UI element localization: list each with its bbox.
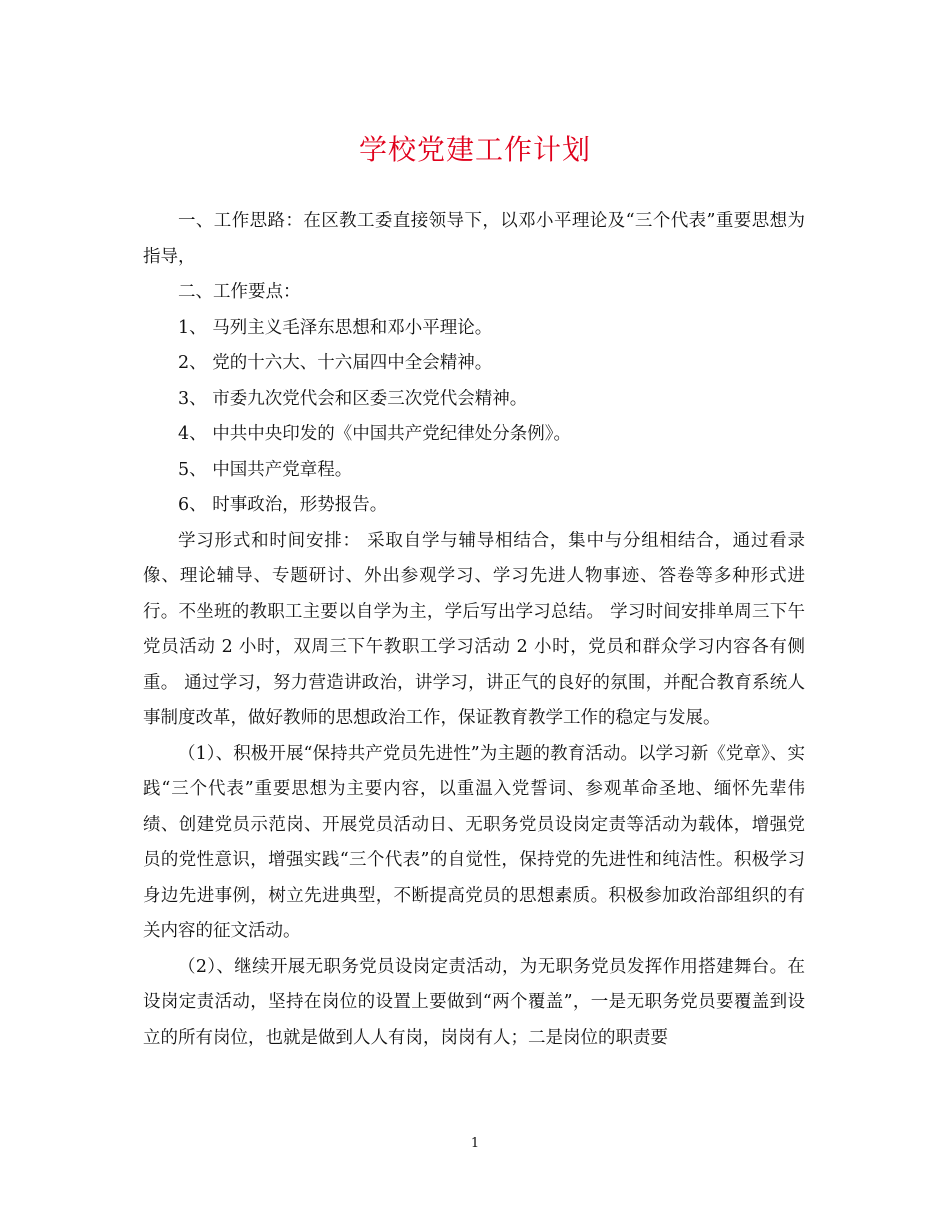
paragraph-work-points-heading: 二、工作要点： (178, 282, 301, 302)
list-item-study-4: 4、 中共中央印发的《中国共产党纪律处分条例》。 (178, 424, 571, 444)
list-item-study-3: 3、 市委九次党代会和区委三次党代会精神。 (178, 388, 528, 409)
document-title: 学校党建工作计划 (358, 133, 591, 166)
list-item-study-6: 6、 时事政治，形势报告。 (178, 495, 388, 515)
document-body (143, 204, 805, 1056)
list-item-study-1: 1、 马列主义毛泽东思想和邓小平理论。 (178, 317, 493, 338)
paragraph-activity-2: （2）、继续开展无职务党员设岗定责活动，为无职务党员发挥作用搭建舞台。在设岗定责活动，坚持在岗位的设置上要做到“两个覆盖”，一是无职务党员要覆盖到设立的所有岗位，也就是做到人人有岗，岗岗有人；二是岗位的职责要 (143, 956, 805, 1048)
list-item-study-2: 2、 党的十六大、十六届四中全会精神。 (178, 353, 493, 373)
paragraph-activity-1: （1）、积极开展“保持共产党员先进性”为主题的教育活动。以学习新《党章》、实践“三个代表”重要思想为主要内容，以重温入党誓词、参观革命圣地、缅怀先辈伟绩、创建党员示范岗、开展党员活动日、无职务党员设岗定责等活动为载体，增强党员的党性意识，增强实践“三个代表”的自觉性，保持党的先进性和纯洁性。积极学习身边先进事例，树立先进典型，不断提高党员的思想素质。积极参加政治部组织的有关内容的征文活动。 (143, 743, 805, 941)
paragraph-study-arrangement: 学习形式和时间安排： 采取自学与辅导相结合，集中与分组相结合，通过看录像、理论辅导、专题研讨、外出参观学习、学习先进人物事迹、答卷等多种形式进行。不坐班的教职工主要以自学为主，学后写出学习总结。 学习时间安排单周三下午党员活动 2 小时，双周三下午教职工学习活动 2 小时，党员和群众学习内容各有侧重。 通过学习，努力营造讲政治，讲学习，讲正气的良好的氛围，并配合教育系统人事制度改革，做好教师的思想政治工作，保证教育教学工作的稳定与发展。 (143, 530, 805, 728)
paragraph-work-idea: 一、工作思路：在区教工委直接领导下，以邓小平理论及“三个代表”重要思想为指导， (143, 211, 805, 267)
page-number: 1 (470, 1136, 480, 1151)
list-item-study-5: 5、 中国共产党章程。 (178, 459, 353, 480)
